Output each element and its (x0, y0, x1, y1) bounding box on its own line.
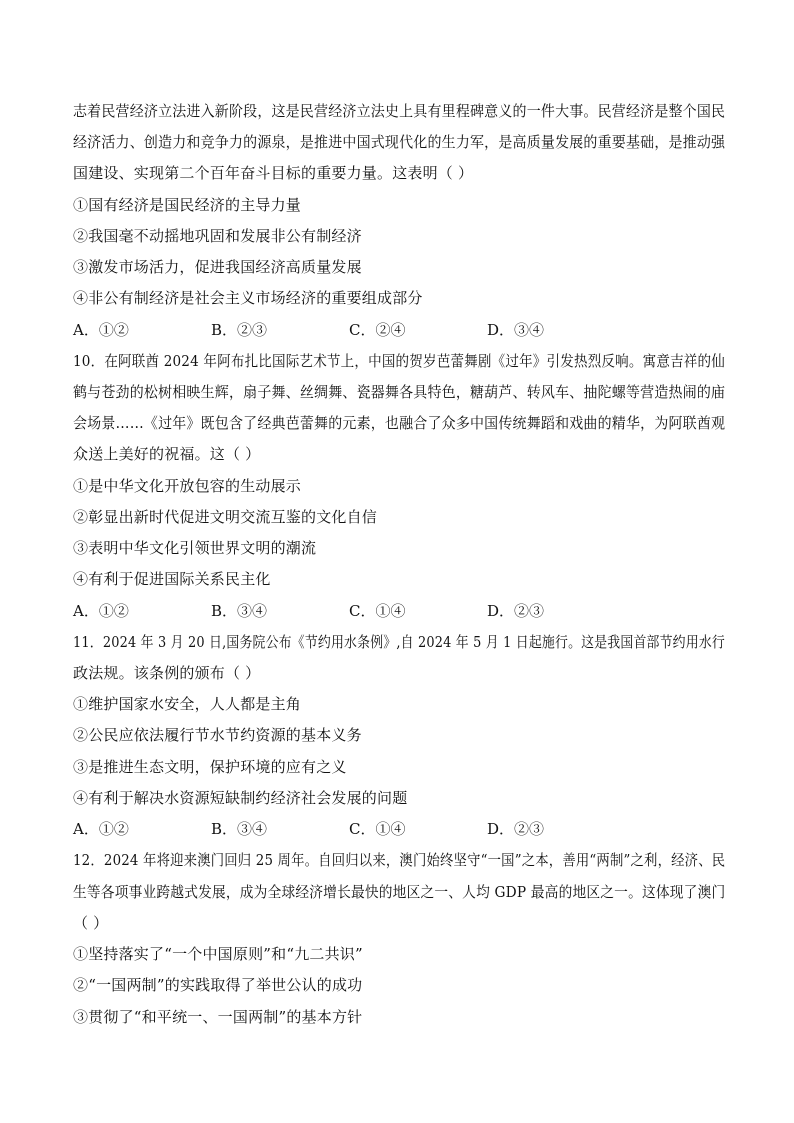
q10-stem-line: 众送上美好的祝福。这（ ） (73, 445, 261, 463)
q9-statement: ④非公有制经济是社会主义市场经济的重要组成部分 (73, 289, 423, 307)
q9-statement: ③激发市场活力，促进我国经济高质量发展 (73, 258, 362, 276)
q9-statement: ①国有经济是国民经济的主导力量 (73, 196, 302, 214)
q9-stem-line: 志着民营经济立法进入新阶段，这是民营经济立法史上具有里程碑意义的一件大事。民营经济是整个国民 (73, 102, 726, 120)
q10-option-d: D．②③ (487, 602, 545, 620)
q11-statement: ③是推进生态文明，保护环境的应有之义 (73, 758, 347, 776)
q10-stem-line: 10．在阿联酋 2024 年阿布扎比国际艺术节上，中国的贺岁芭蕾舞剧《过年》引发热烈反响。寓意吉祥的仙 (73, 352, 725, 370)
q11-option-d: D．②③ (487, 820, 545, 838)
q12-statement: ②“一国两制”的实践取得了举世公认的成功 (73, 976, 363, 994)
q11-stem-line: 政法规。该条例的颁布（ ） (73, 664, 261, 682)
q11-statement: ②公民应依法履行节水节约资源的基本义务 (73, 726, 362, 744)
q10-statement: ④有利于促进国际关系民主化 (73, 570, 271, 588)
q10-option-c: C．①④ (349, 602, 406, 620)
q10-statement: ②彰显出新时代促进文明交流互鉴的文化自信 (73, 508, 378, 526)
q10-statement: ①是中华文化开放包容的生动展示 (73, 477, 302, 495)
q11-option-c: C．①④ (349, 820, 406, 838)
q12-stem-line: 生等各项事业跨越式发展，成为全球经济增长最快的地区之一、人均 GDP 最高的地区之一。这体现了澳门 (73, 883, 726, 901)
q10-stem-line: 会场景……《过年》既包含了经典芭蕾舞的元素，也融合了众多中国传统舞蹈和戏曲的精华，为阿联酋观 (73, 414, 726, 432)
q11-statement: ④有利于解决水资源短缺制约经济社会发展的问题 (73, 789, 408, 807)
q12-statement: ①坚持落实了“一个中国原则”和“九二共识” (73, 945, 363, 963)
q10-option-a: A．①② (73, 602, 129, 620)
q9-option-c: C．②④ (349, 321, 406, 339)
q9-statement: ②我国毫不动摇地巩固和发展非公有制经济 (73, 227, 362, 245)
q10-statement: ③表明中华文化引领世界文明的潮流 (73, 539, 317, 557)
q12-stem-line: （ ） (73, 914, 109, 932)
q9-stem-line: 国建设、实现第二个百年奋斗目标的重要力量。这表明（ ） (73, 164, 474, 182)
q10-stem-line: 鹤与苍劲的松树相映生辉，扇子舞、丝绸舞、瓷器舞各具特色，糖葫芦、转风车、抽陀螺等营造热闹的庙 (73, 383, 726, 401)
q11-option-b: B．③④ (211, 820, 268, 838)
q11-statement: ①维护国家水安全，人人都是主角 (73, 695, 302, 713)
q11-stem-line: 11．2024 年 3 月 20 日,国务院公布《节约用水条例》,自 2024 年 5 月 1 日起施行。这是我国首部节约用水行 (73, 633, 725, 651)
q9-option-b: B．②③ (211, 321, 268, 339)
q12-stem-line: 12．2024 年将迎来澳门回归 25 周年。自回归以来，澳门始终坚守“一国”之本，善用“两制”之利，经济、民 (73, 851, 726, 869)
q9-option-a: A．①② (73, 321, 129, 339)
q9-stem-line: 经济活力、创造力和竞争力的源泉，是推进中国式现代化的生力军，是高质量发展的重要基础，是推动强 (73, 133, 726, 151)
q11-option-a: A．①② (73, 820, 129, 838)
q9-option-d: D．③④ (487, 321, 545, 339)
q12-statement: ③贯彻了“和平统一、一国两制”的基本方针 (73, 1008, 363, 1026)
q10-option-b: B．③④ (211, 602, 268, 620)
